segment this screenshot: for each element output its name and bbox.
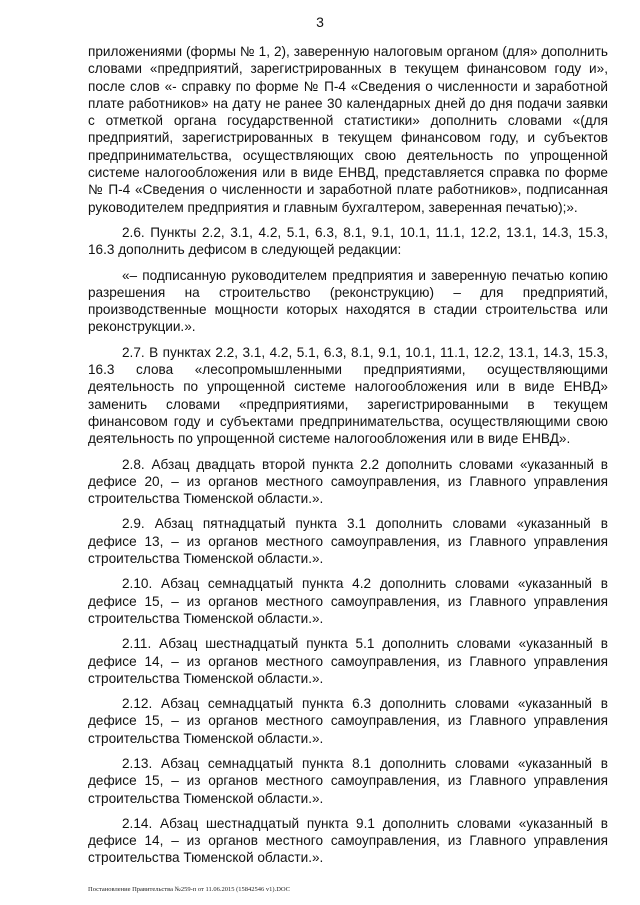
paragraph-2-11: 2.11. Абзац шестнадцатый пункта 5.1 дополнить словами «указанный в дефисе 14, – из органов местного самоуправления, из Главного управления строительства Тюменской области.». bbox=[88, 636, 608, 686]
paragraph-2-13: 2.13. Абзац семнадцатый пункта 8.1 дополнить словами «указанный в дефисе 15, – из органов местного самоуправления, из Главного управления строительства Тюменской области.». bbox=[88, 755, 608, 806]
document-footer: Постановление Правительства №259-п от 11.06.2015 (15842546 v1).DOC bbox=[88, 886, 290, 893]
paragraph-2-9: 2.9. Абзац пятнадцатый пункта 3.1 дополнить словами «указанный в дефисе 13, – из органов местного самоуправления, из Главного управления строительства Тюменской области.». bbox=[88, 516, 608, 567]
paragraph-2-6-quote: «– подписанную руководителем предприятия и заверенную печатью копию разрешения на строительство (реконструкцию) – для предприятий, производственные мощности которых находятся в стадии строительства или реконструкции.». bbox=[88, 267, 608, 335]
page-number: 3 bbox=[316, 14, 324, 30]
paragraph-2-7: 2.7. В пунктах 2.2, 3.1, 4.2, 5.1, 6.3, 8.1, 9.1, 10.1, 11.1, 12.2, 13.1, 14.3, 15.3, 16.3 слова «лесопромышленными предприятиями, осуществляющими деятельность по упрощенной системе налогообложения или в виде ЕНВД» заменить словами «предприятиями, зарегистрированными в текущем финансовом году и субъектами предпринимательства, осуществляющими свою деятельность по упрощенной системе налогообложения или в виде ЕНВД». bbox=[88, 344, 608, 447]
paragraph-2-8: 2.8. Абзац двадцать второй пункта 2.2 дополнить словами «указанный в дефисе 20, – из органов местного самоуправления, из Главного управления строительства Тюменской области.». bbox=[88, 456, 608, 507]
paragraph-2-14: 2.14. Абзац шестнадцатый пункта 9.1 дополнить словами «указанный в дефисе 14, – из органов местного самоуправления, из Главного управления строительства Тюменской области.». bbox=[88, 815, 608, 866]
paragraph-continuation: приложениями (формы № 1, 2), заверенную налоговым органом (для» дополнить словами «предприятий, зарегистрированных в текущем финансовом году и», после слов «- справку по форме № П-4 «Сведения о численности и заработной плате работников» на дату не ранее 30 календарных дней до дня подачи заявки с отметкой органа государственной статистики» дополнить словами «(для предприятий, зарегистрированных в текущем финансовом году, и субъектов предпринимательства, осуществляющих свою деятельность по упрощенной системе налогообложения или в виде ЕНВД, представляется справка по форме № П-4 «Сведения о численности и заработной плате работников», подписанная руководителем предприятия и главным бухгалтером, заверенная печатью);». bbox=[88, 44, 608, 215]
paragraph-2-10: 2.10. Абзац семнадцатый пункта 4.2 дополнить словами «указанный в дефисе 15, – из органов местного самоуправления, из Главного управления строительства Тюменской области.». bbox=[88, 576, 608, 626]
document-body bbox=[88, 43, 608, 875]
paragraph-2-12: 2.12. Абзац семнадцатый пункта 6.3 дополнить словами «указанный в дефисе 15, – из органов местного самоуправления, из Главного управления строительства Тюменской области.». bbox=[88, 696, 608, 746]
paragraph-2-6: 2.6. Пункты 2.2, 3.1, 4.2, 5.1, 6.3, 8.1, 9.1, 10.1, 11.1, 12.2, 13.1, 14.3, 15.3, 16.3 дополнить дефисом в следующей редакции: bbox=[88, 224, 608, 258]
